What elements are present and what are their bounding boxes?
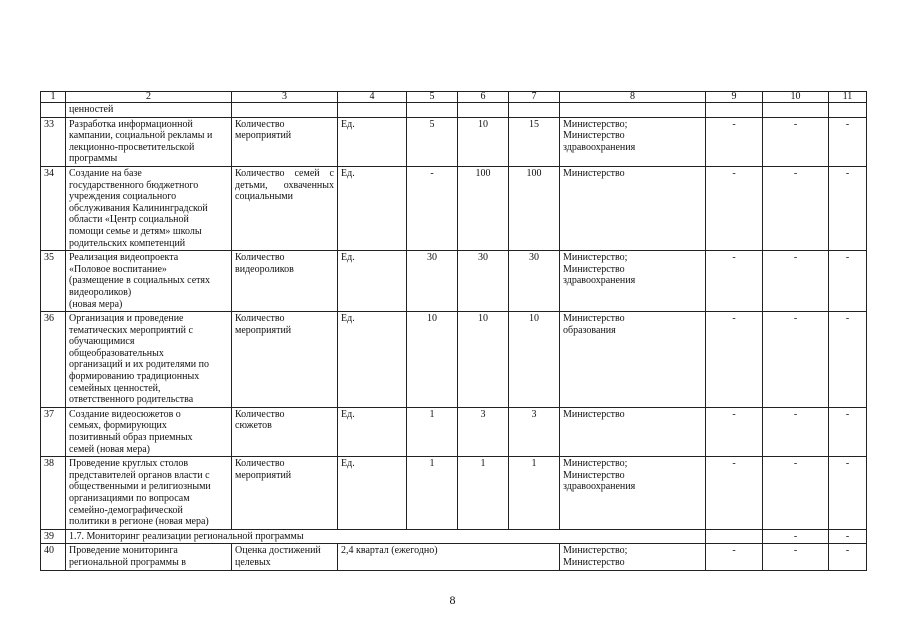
value-cell: 1 — [407, 457, 458, 530]
header-cell: 10 — [763, 92, 829, 103]
value-cell: 5 — [407, 117, 458, 166]
executor-cell: Министерство — [560, 166, 706, 250]
header-cell: 9 — [706, 92, 763, 103]
indicator-cell: Количество мероприятий — [232, 117, 338, 166]
header-cell: 7 — [509, 92, 560, 103]
value-cell: 30 — [407, 251, 458, 312]
value-cell: - — [829, 407, 867, 456]
unit-cell: Ед. — [338, 166, 407, 250]
indicator-cell: Количество видеороликов — [232, 251, 338, 312]
value-cell: 30 — [458, 251, 509, 312]
measure-name: Организация и проведение тематических мероприятий с обучающимися общеобразовательных организаций и их родителями по формированию традиционных семейных ценностей, ответственного родительства — [66, 312, 232, 408]
row-number: 38 — [41, 457, 66, 530]
value-cell: 10 — [458, 117, 509, 166]
value-cell: - — [706, 117, 763, 166]
value-cell: - — [706, 407, 763, 456]
indicator-cell: Количество мероприятий — [232, 312, 338, 408]
executor-cell: Министерство; Министерство здравоохранения — [560, 457, 706, 530]
row-number: 35 — [41, 251, 66, 312]
measure-name: Реализация видеопроекта «Половое воспитание» (размещение в социальных сетях видеороликов) (новая мера) — [66, 251, 232, 312]
value-cell: - — [763, 407, 829, 456]
table-body — [41, 92, 867, 571]
row-number: 40 — [41, 544, 66, 570]
value-cell: - — [706, 251, 763, 312]
measure-name: Проведение мониторинга региональной программы в — [66, 544, 232, 570]
unit-cell: Ед. — [338, 407, 407, 456]
row-number: 33 — [41, 117, 66, 166]
measure-name: Создание на базе государственного бюджетного учреждения социального обслуживания Калининградской области «Центр социальной помощи семье и детям» школы родительских компетенций — [66, 166, 232, 250]
measures-table — [40, 91, 867, 571]
table-row — [41, 544, 867, 570]
continuation-text: ценностей — [66, 103, 232, 118]
value-cell: - — [763, 312, 829, 408]
value-cell: - — [829, 544, 867, 570]
table-row — [41, 251, 867, 312]
value-cell: 100 — [509, 166, 560, 250]
unit-cell: Ед. — [338, 251, 407, 312]
executor-cell: Министерство; Министерство здравоохранения — [560, 117, 706, 166]
unit-cell: Ед. — [338, 457, 407, 530]
value-cell: - — [829, 529, 867, 544]
value-cell: - — [829, 117, 867, 166]
page-number: 8 — [449, 593, 456, 607]
row-number: 39 — [41, 529, 66, 544]
value-cell: 3 — [458, 407, 509, 456]
value-cell: 100 — [458, 166, 509, 250]
value-cell: - — [763, 457, 829, 530]
value-cell: - — [829, 457, 867, 530]
unit-cell: Ед. — [338, 312, 407, 408]
value-cell: - — [706, 544, 763, 570]
header-cell: 4 — [338, 92, 407, 103]
value-cell: 15 — [509, 117, 560, 166]
value-cell: 10 — [458, 312, 509, 408]
value-cell: - — [763, 529, 829, 544]
row-number: 34 — [41, 166, 66, 250]
value-cell: 1 — [407, 407, 458, 456]
section-title: 1.7. Мониторинг реализации региональной программы — [66, 529, 706, 544]
value-cell: - — [763, 544, 829, 570]
value-cell: 10 — [407, 312, 458, 408]
value-cell: - — [829, 312, 867, 408]
header-cell: 1 — [41, 92, 66, 103]
header-row — [41, 92, 867, 103]
value-cell: - — [829, 251, 867, 312]
table-row — [41, 312, 867, 408]
executor-cell: Министерство — [560, 407, 706, 456]
value-cell: - — [706, 312, 763, 408]
table-row — [41, 457, 867, 530]
executor-cell: Министерство; Министерство — [560, 544, 706, 570]
section-row — [41, 529, 867, 544]
header-cell: 11 — [829, 92, 867, 103]
value-cell: - — [763, 251, 829, 312]
value-cell: 10 — [509, 312, 560, 408]
table-row — [41, 407, 867, 456]
header-cell: 8 — [560, 92, 706, 103]
measure-name: Проведение круглых столов представителей органов власти с общественными и религиозными организациями по вопросам семейно-демографической политики в регионе (новая мера) — [66, 457, 232, 530]
period-cell: 2,4 квартал (ежегодно) — [338, 544, 560, 570]
value-cell: 30 — [509, 251, 560, 312]
header-cell: 2 — [66, 92, 232, 103]
indicator-cell: Количество семей с детьми, охваченных социальными — [232, 166, 338, 250]
header-cell: 6 — [458, 92, 509, 103]
value-cell: - — [763, 117, 829, 166]
indicator-cell: Оценка достижений целевых — [232, 544, 338, 570]
value-cell: - — [706, 457, 763, 530]
row-number: 36 — [41, 312, 66, 408]
table-row — [41, 117, 867, 166]
continuation-row — [41, 103, 867, 118]
header-cell: 5 — [407, 92, 458, 103]
executor-cell: Министерство; Министерство здравоохранения — [560, 251, 706, 312]
measure-name: Разработка информационной кампании, социальной рекламы и лекционно-просветительской программы — [66, 117, 232, 166]
value-cell: - — [706, 166, 763, 250]
value-cell: - — [407, 166, 458, 250]
indicator-cell: Количество мероприятий — [232, 457, 338, 530]
unit-cell: Ед. — [338, 117, 407, 166]
value-cell: - — [829, 166, 867, 250]
executor-cell: Министерство образования — [560, 312, 706, 408]
indicator-cell: Количество сюжетов — [232, 407, 338, 456]
value-cell: 3 — [509, 407, 560, 456]
value-cell: 1 — [509, 457, 560, 530]
table-row — [41, 166, 867, 250]
measure-name: Создание видеосюжетов о семьях, формирующих позитивный образ приемных семей (новая мера) — [66, 407, 232, 456]
value-cell: 1 — [458, 457, 509, 530]
row-number: 37 — [41, 407, 66, 456]
header-cell: 3 — [232, 92, 338, 103]
value-cell: - — [763, 166, 829, 250]
